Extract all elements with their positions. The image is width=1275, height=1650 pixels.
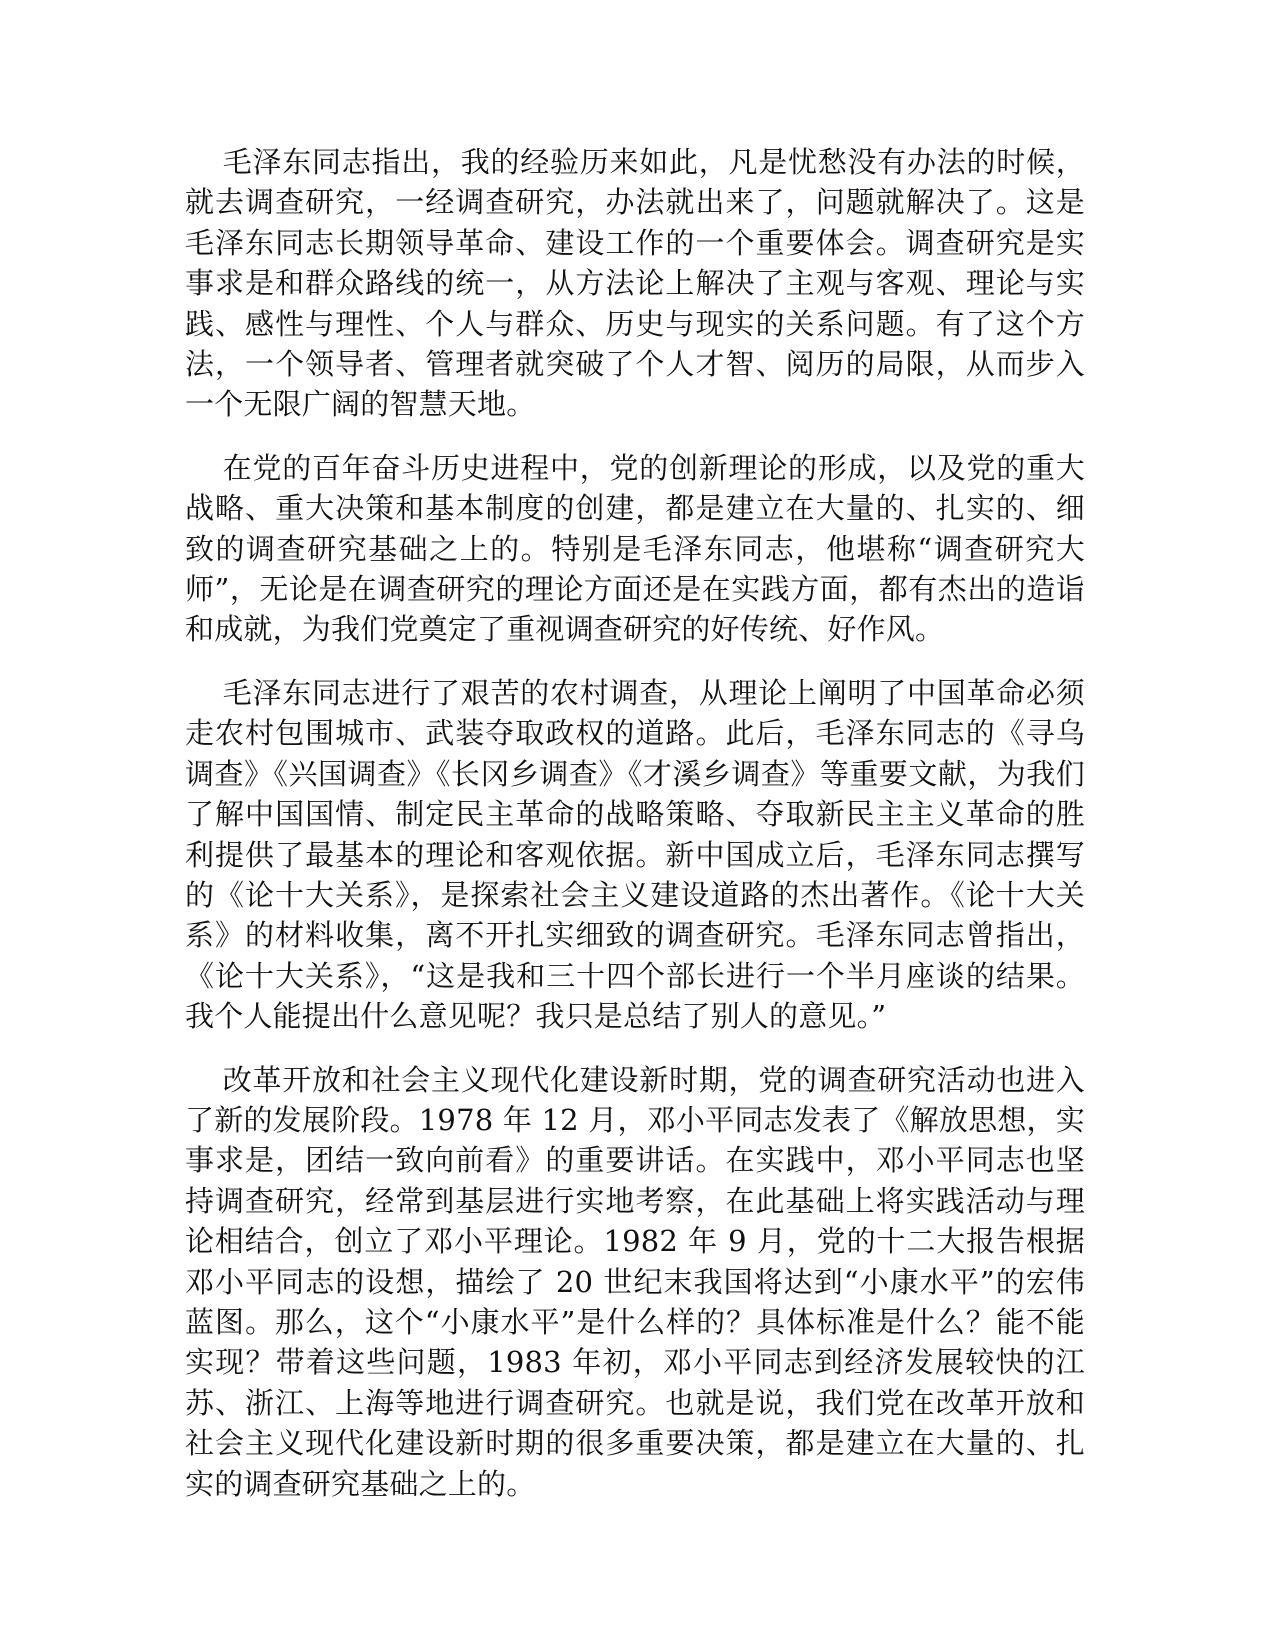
paragraph-2: 在党的百年奋斗历史进程中，党的创新理论的形成，以及党的重大战略、重大决策和基本制度的创建，都是建立在大量的、扎实的、细致的调查研究基础之上的。特别是毛泽东同志，他堪称“调查研究大师”，无论是在调查研究的理论方面还是在实践方面，都有杰出的造诣和成就，为我们党奠定了重视调查研究的好传统、好作风。 — [185, 450, 1085, 647]
paragraph-1: 毛泽东同志指出，我的经验历来如此，凡是忧愁没有办法的时候，就去调查研究，一经调查研究，办法就出来了，问题就解决了。这是毛泽东同志长期领导革命、建设工作的一个重要体会。调查研究是实事求是和群众路线的统一，从方法论上解决了主观与客观、理论与实践、感性与理性、个人与群众、历史与现实的关系问题。有了这个方法，一个领导者、管理者就突破了个人才智、阅历的局限，从而步入一个无限广阔的智慧天地。 — [185, 145, 1085, 422]
document-body — [185, 142, 1085, 1527]
paragraph-4: 改革开放和社会主义现代化建设新时期，党的调查研究活动也进入了新的发展阶段。1978 年 12 月，邓小平同志发表了《解放思想，实事求是，团结一致向前看》的重要讲话。在实践中，邓小平同志也坚持调查研究，经常到基层进行实地考察，在此基础上将实践活动与理论相结合，创立了邓小平理论。1982 年 9 月，党的十二大报告根据邓小平同志的设想，描绘了 20 世纪末我国将达到“小康水平”的宏伟蓝图。那么，这个“小康水平”是什么样的？具体标准是什么？能不能实现？带着这些问题，1983 年初，邓小平同志到经济发展较快的江苏、浙江、上海等地进行调查研究。也就是说，我们党在改革开放和社会主义现代化建设新时期的很多重要决策，都是建立在大量的、扎实的调查研究基础之上的。 — [185, 1062, 1085, 1501]
paragraph-3: 毛泽东同志进行了艰苦的农村调查，从理论上阐明了中国革命必须走农村包围城市、武装夺取政权的道路。此后，毛泽东同志的《寻乌调查》《兴国调查》《长冈乡调查》《才溪乡调查》等重要文献，为我们了解中国国情、制定民主革命的战略策略、夺取新民主主义革命的胜利提供了最基本的理论和客观依据。新中国成立后，毛泽东同志撰写的《论十大关系》，是探索社会主义建设道路的杰出著作。《论十大关系》的材料收集，离不开扎实细致的调查研究。毛泽东同志曾指出，《论十大关系》，“这是我和三十四个部长进行一个半月座谈的结果。我个人能提出什么意见呢？我只是总结了别人的意见。” — [185, 675, 1085, 1034]
